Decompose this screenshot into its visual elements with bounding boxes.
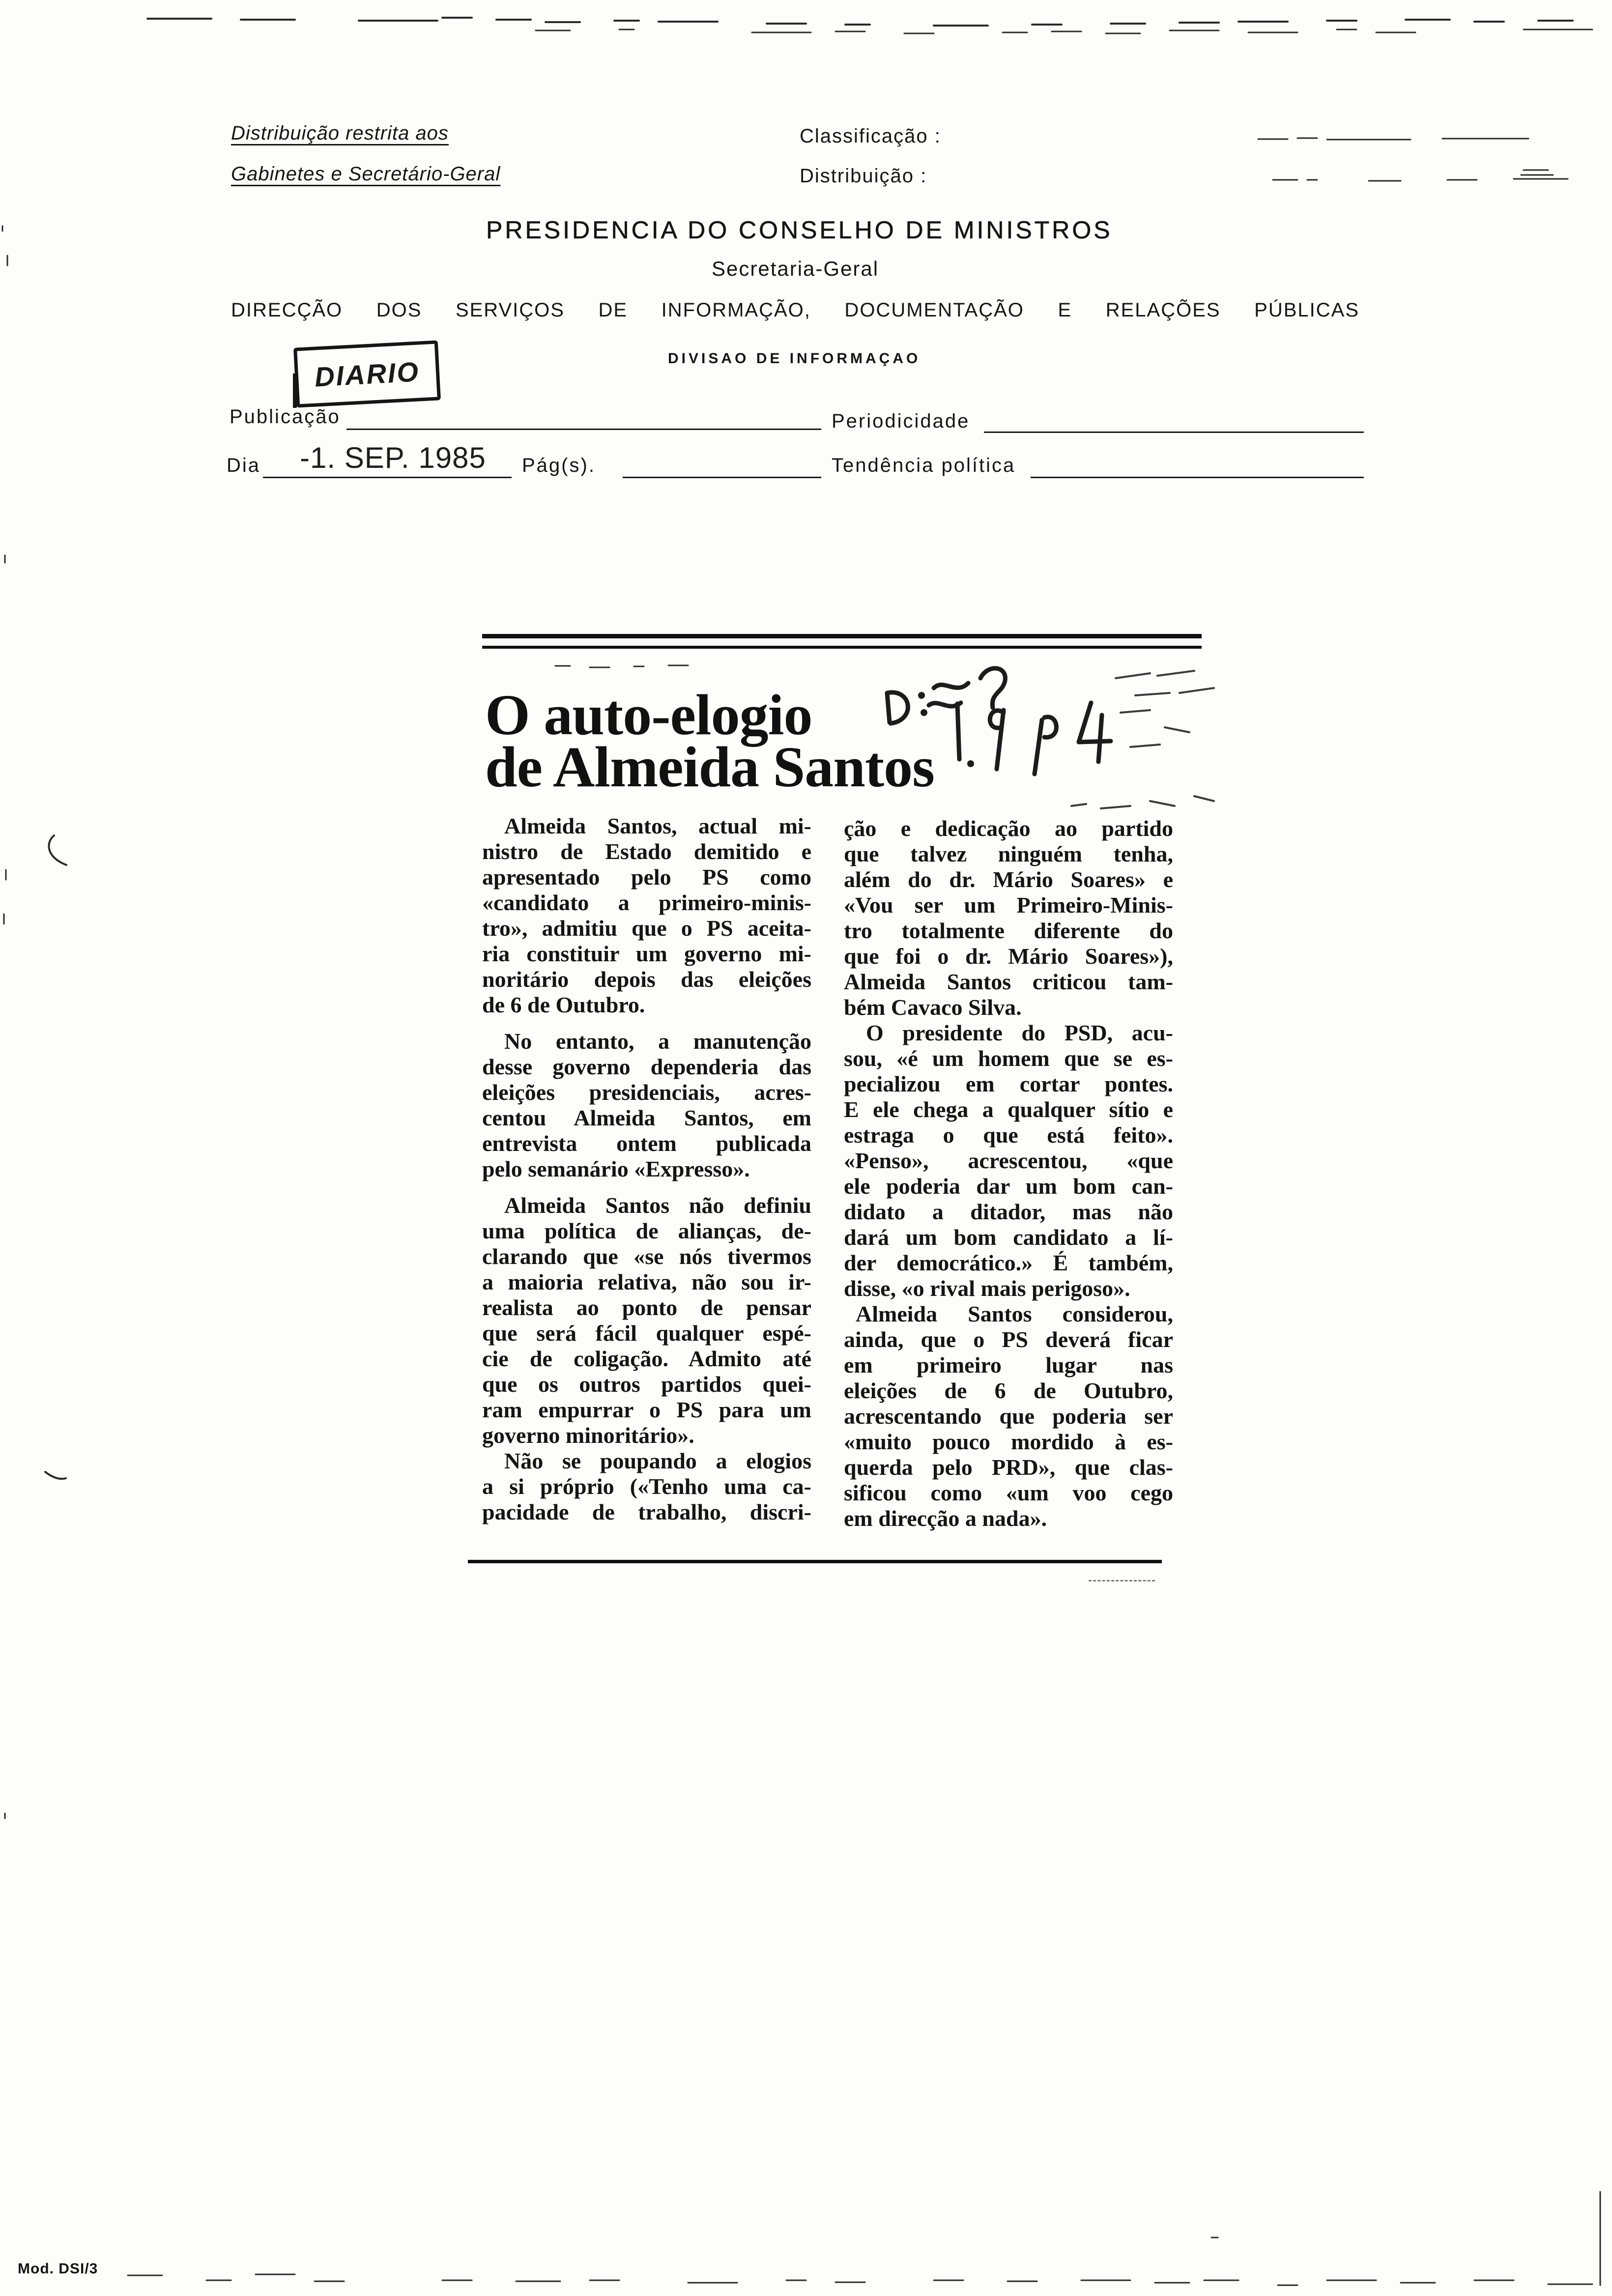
article-paragraph bbox=[482, 1193, 811, 1448]
article-line: clarando que «se nós tivermos bbox=[482, 1244, 811, 1269]
article-title-line: de Almeida Santos bbox=[485, 735, 935, 799]
article-line: que os outros partidos quei- bbox=[482, 1372, 811, 1397]
political-tendency-label: Tendência política bbox=[832, 455, 1016, 476]
day-label: Dia bbox=[227, 455, 261, 476]
article-line: «candidato a primeiro-minis- bbox=[482, 890, 811, 915]
article-title bbox=[485, 683, 935, 799]
article-line: em primeiro lugar nas bbox=[844, 1352, 1173, 1378]
article-line: pacidade de trabalho, discri- bbox=[482, 1499, 811, 1524]
article-line: «Vou ser um Primeiro-Minis- bbox=[844, 892, 1173, 918]
article-paragraph bbox=[482, 813, 811, 1018]
article-line: que foi o dr. Mário Soares»), bbox=[844, 944, 1173, 969]
article-line: pecializou em cortar pontes. bbox=[844, 1071, 1173, 1096]
article-line: Almeida Santos considerou, bbox=[856, 1301, 1173, 1326]
article-paragraph bbox=[482, 1029, 811, 1182]
article-line: Almeida Santos não definiu bbox=[504, 1193, 811, 1218]
article-line: estraga o que está feito». bbox=[844, 1122, 1173, 1148]
article-column-right bbox=[844, 816, 1173, 1531]
article-paragraph bbox=[482, 1448, 811, 1525]
publication-stamp-text: DIARIO bbox=[314, 355, 421, 393]
article-line: entrevista ontem publicada bbox=[482, 1131, 811, 1156]
article-line: em direcção a nada». bbox=[844, 1506, 1047, 1531]
article-line: ele poderia dar um bom can- bbox=[844, 1174, 1173, 1199]
article-line: ria constituir um governo mi- bbox=[482, 941, 811, 966]
article-line: noritário depois das eleições bbox=[482, 967, 811, 992]
article-line: querda pelo PRD», que clas- bbox=[844, 1455, 1173, 1480]
clipping-bottom-rule bbox=[468, 1560, 1162, 1563]
article-line: didato a ditador, mas não bbox=[844, 1199, 1173, 1224]
article-line: bém Cavaco Silva. bbox=[844, 995, 1022, 1020]
article-line: Almeida Santos, actual mi- bbox=[504, 813, 811, 838]
date-stamp: -1. SEP. 1985 bbox=[300, 441, 486, 474]
day-field-line bbox=[263, 477, 512, 478]
publication-field-line bbox=[346, 429, 821, 430]
clipping-top-rule bbox=[482, 634, 1202, 638]
pages-field-line bbox=[623, 477, 821, 478]
article-line: No entanto, a manutenção bbox=[504, 1029, 811, 1054]
article-title-line: O auto-elogio bbox=[485, 683, 812, 747]
article-line: ram empurrar o PS para um bbox=[482, 1397, 811, 1422]
article-line: O presidente do PSD, acu- bbox=[866, 1020, 1173, 1045]
article-line: E ele chega a qualquer sítio e bbox=[844, 1097, 1173, 1122]
article-line: de 6 de Outubro. bbox=[482, 992, 645, 1017]
form-code: Mod. DSI/3 bbox=[18, 2261, 98, 2277]
article-line: apresentado pelo PS como bbox=[482, 864, 811, 890]
article-line: tro totalmente diferente do bbox=[844, 918, 1173, 943]
article-line: que será fácil qualquer espé- bbox=[482, 1320, 811, 1346]
distribution-recipients-text: Gabinetes e Secretário-Geral bbox=[231, 163, 501, 185]
publication-stamp bbox=[293, 340, 441, 407]
article-line: sou, «é um homem que se es- bbox=[844, 1046, 1173, 1071]
article-line: ainda, que o PS deverá ficar bbox=[844, 1327, 1173, 1352]
article-line: tro», admitiu que o PS aceita- bbox=[482, 916, 811, 941]
presidency-heading: PRESIDENCIA DO CONSELHO DE MINISTROS bbox=[486, 216, 1113, 244]
article-line: a si próprio («Tenho uma ca- bbox=[482, 1474, 811, 1499]
article-line: realista ao ponto de pensar bbox=[482, 1295, 811, 1320]
clipping-top-rule-thin bbox=[482, 646, 1202, 649]
article-line: disse, «o rival mais perigoso». bbox=[844, 1276, 1130, 1301]
article-line: eleições de 6 de Outubro, bbox=[844, 1378, 1173, 1403]
article-line: desse governo dependeria das bbox=[482, 1054, 811, 1079]
directorate-heading: DIRECÇÃO DOS SERVIÇOS DE INFORMAÇÃO, DOCUMENTAÇÃO E RELAÇÕES PÚBLICAS bbox=[231, 299, 1359, 321]
distribution-label: Distribuição : bbox=[800, 165, 927, 187]
article-line: centou Almeida Santos, em bbox=[482, 1105, 811, 1130]
clipping-bottom-dash bbox=[1089, 1580, 1155, 1581]
article-line: a maioria relativa, não sou ir- bbox=[482, 1269, 811, 1294]
article-line: uma política de alianças, de- bbox=[482, 1218, 811, 1243]
article-line: governo minoritário». bbox=[482, 1423, 694, 1448]
article-line: além do dr. Mário Soares» e bbox=[844, 867, 1173, 892]
article-line: der democrático.» É também, bbox=[844, 1250, 1173, 1275]
article-paragraph bbox=[844, 1301, 1173, 1531]
political-tendency-field-line bbox=[1031, 477, 1364, 478]
classification-label: Classificação : bbox=[800, 125, 941, 147]
article-line: ção e dedicação ao partido bbox=[844, 816, 1173, 841]
article-paragraph bbox=[844, 1020, 1173, 1301]
distribution-restricted-text: Distribuição restrita aos bbox=[231, 122, 449, 144]
article-line: nistro de Estado demitido e bbox=[482, 839, 811, 864]
article-line: «Penso», acrescentou, «que bbox=[844, 1148, 1173, 1173]
periodicity-label: Periodicidade bbox=[832, 410, 970, 432]
pages-label: Pág(s). bbox=[522, 455, 596, 476]
article-column-left bbox=[482, 813, 811, 1525]
article-line: pelo semanário «Expresso». bbox=[482, 1156, 750, 1181]
secretariat-heading: Secretaria-Geral bbox=[712, 257, 879, 280]
article-line: «muito pouco mordido à es- bbox=[844, 1429, 1173, 1454]
article-paragraph bbox=[844, 816, 1173, 1020]
article-line: cie de coligação. Admito até bbox=[482, 1346, 811, 1371]
article-line: que talvez ninguém tenha, bbox=[844, 841, 1173, 866]
article-line: eleições presidenciais, acres- bbox=[482, 1080, 811, 1105]
article-line: sificou como «um voo cego bbox=[844, 1480, 1173, 1505]
article-line: dará um bom candidato a lí- bbox=[844, 1225, 1173, 1250]
article-line: acrescentando que poderia ser bbox=[844, 1404, 1173, 1429]
handwritten-annotation bbox=[875, 659, 1219, 821]
periodicity-field-line bbox=[984, 431, 1364, 433]
article-line: Almeida Santos criticou tam- bbox=[844, 969, 1173, 994]
publication-label: Publicação bbox=[230, 406, 341, 428]
division-heading: DIVISAO DE INFORMAÇAO bbox=[668, 350, 921, 367]
article-line: Não se poupando a elogios bbox=[504, 1448, 811, 1473]
